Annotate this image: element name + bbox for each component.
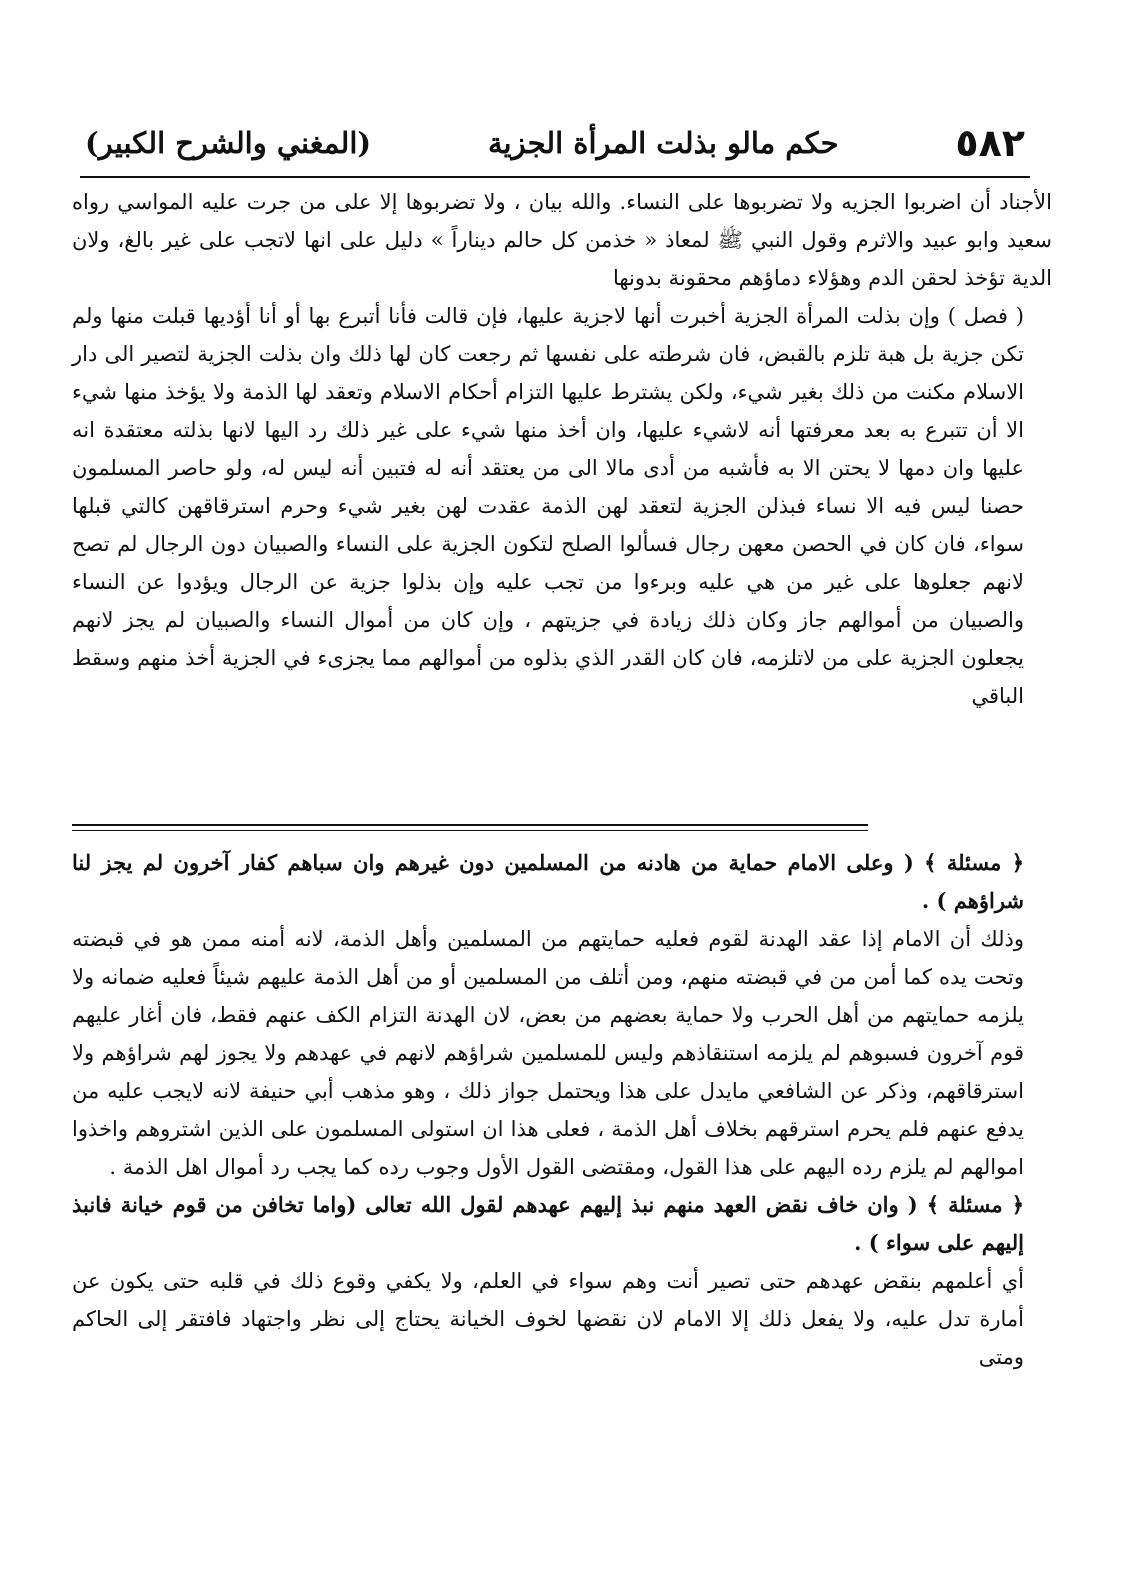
masala-heading-2: ﴿ مسئلة ﴾ ( وان خاف نقض العهد منهم نبذ إليهم عهدهم لقول الله تعالى (واما تخافن من قوم خيانة فانبذ إليهم على سواء ) .	[72, 1192, 1024, 1255]
book-title: (المغني والشرح الكبير)	[85, 126, 372, 160]
commentary-section	[72, 183, 1052, 715]
header-rule	[80, 176, 1030, 178]
paragraph-explanation-1: وذلك أن الامام إذا عقد الهدنة لقوم فعليه حمايتهم من المسلمين وأهل الذمة، لانه أمنه ممن هو في قبضته وتحت يده كما أمن من في قبضته منهم، ومن أتلف من المسلمين أو من أهل الذمة عليهم شيئاً فعليه ضمانه ولا يلزمه حمايتهم من أهل الحرب ولا حماية بعضهم من بعض، لان الهدنة التزام الكف عنهم فقط، فان أغار عليهم قوم آخرون فسبوهم لم يلزمه استنقاذهم وليس للمسلمين شراؤهم لانهم في عهدهم ولا يجوز لهم شراؤهم ولا استرقاقهم، وذكر عن الشافعي مايدل على هذا ويحتمل جواز ذلك ، وهو مذهب أبي حنيفة لانه لايجب عليه من يدفع عنهم فلم يحرم استرقهم بخلاف أهل الذمة ، فعلى هذا ان استولى المسلمون على الذين اشتروهم واخذوا اموالهم لم يلزم رده اليهم على هذا القول، ومقتضى القول الأول وجوب رده كما يجب رد أموال اهل الذمة .	[72, 927, 1024, 1179]
paragraph-continuation: الأجناد أن اضربوا الجزيه ولا تضربوها على النساء. والله بيان ، ولا تضربوها إلا على من جرت عليه المواسي رواه سعيد وابو عبيد والاثرم وقول النبي ﷺ لمعاذ « خذمن كل حالم ديناراً » دليل على انها لاتجب على غير بالغ، ولان الدية تؤخذ لحقن الدم وهؤلاء دماؤهم محقونة بدونها	[72, 190, 1052, 290]
running-title: حكم مالو بذلت المرأة الجزية	[487, 126, 839, 160]
section-divider	[72, 824, 868, 826]
paragraph-fasl: ( فصل ) وإن بذلت المرأة الجزية أخبرت أنها لاجزية عليها، فإن قالت فأنا أتبرع بها أو أنا أؤديها قبلت منها ولم تكن جزية بل هبة تلزم بالقبض، فان شرطته على نفسها ثم رجعت كان لها ذلك وان بذلت الجزية لتصير الى دار الاسلام مكنت من ذلك بغير شيء، ولكن يشترط عليها التزام أحكام الاسلام وتعقد لها الذمة ولا يؤخذ منها شيء الا أن تتبرع به بعد معرفتها أنه لاشيء عليها، وان أخذ منها شيء على غير ذلك رد اليها لانها بذلته معتقدة انه عليها وان دمها لا يحتن الا به فأشبه من أدى مالا الى من يعتقد أنه له فتبين أنه ليس له، ولو حاصر المسلمون حصنا ليس فيه الا نساء فبذلن الجزية لتعقد لهن الذمة عقدت لهن بغير شيء وحرم استرقاقهن كالتي قبلها سواء، فان كان في الحصن معهن رجال فسألوا الصلح لتكون الجزية على النساء والصبيان دون الرجال لم تصح لانهم جعلوها على غير من هي عليه وبرءوا من تجب عليه وإن بذلوا جزية عن الرجال ويؤدوا عن النساء والصبيان من أموالهم جاز وكان ذلك زيادة في جزيتهم ، وإن كان من أموال النساء والصبيان لم يجز لانهم يجعلون الجزية على من لاتلزمه، فان كان القدر الذي بذلوه من أموالهم مما يجزىء في الجزية أخذ منهم وسقط الباقي	[72, 304, 1025, 708]
section-divider-thin	[72, 830, 868, 831]
masala-heading-1: ﴿ مسئلة ﴾ ( وعلى الامام حماية من هادنه من المسلمين دون غيرهم وان سباهم كفار آخرون لم يجز لنا شراؤهم ) .	[72, 850, 1024, 913]
sharh-section	[72, 844, 1052, 1376]
page-number: ٥٨٢	[955, 121, 1025, 165]
paragraph-explanation-2: أي أعلمهم بنقض عهدهم حتى تصير أنت وهم سواء في العلم، ولا يكفي وقوع ذلك في قلبه حتى يكون عن أمارة تدل عليه، ولا يفعل ذلك إلا الامام لان نقضها لخوف الخيانة يحتاج إلى نظر واجتهاد فافتقر إلى الحاكم ومتى	[72, 1269, 1024, 1369]
page-header	[85, 108, 1025, 178]
